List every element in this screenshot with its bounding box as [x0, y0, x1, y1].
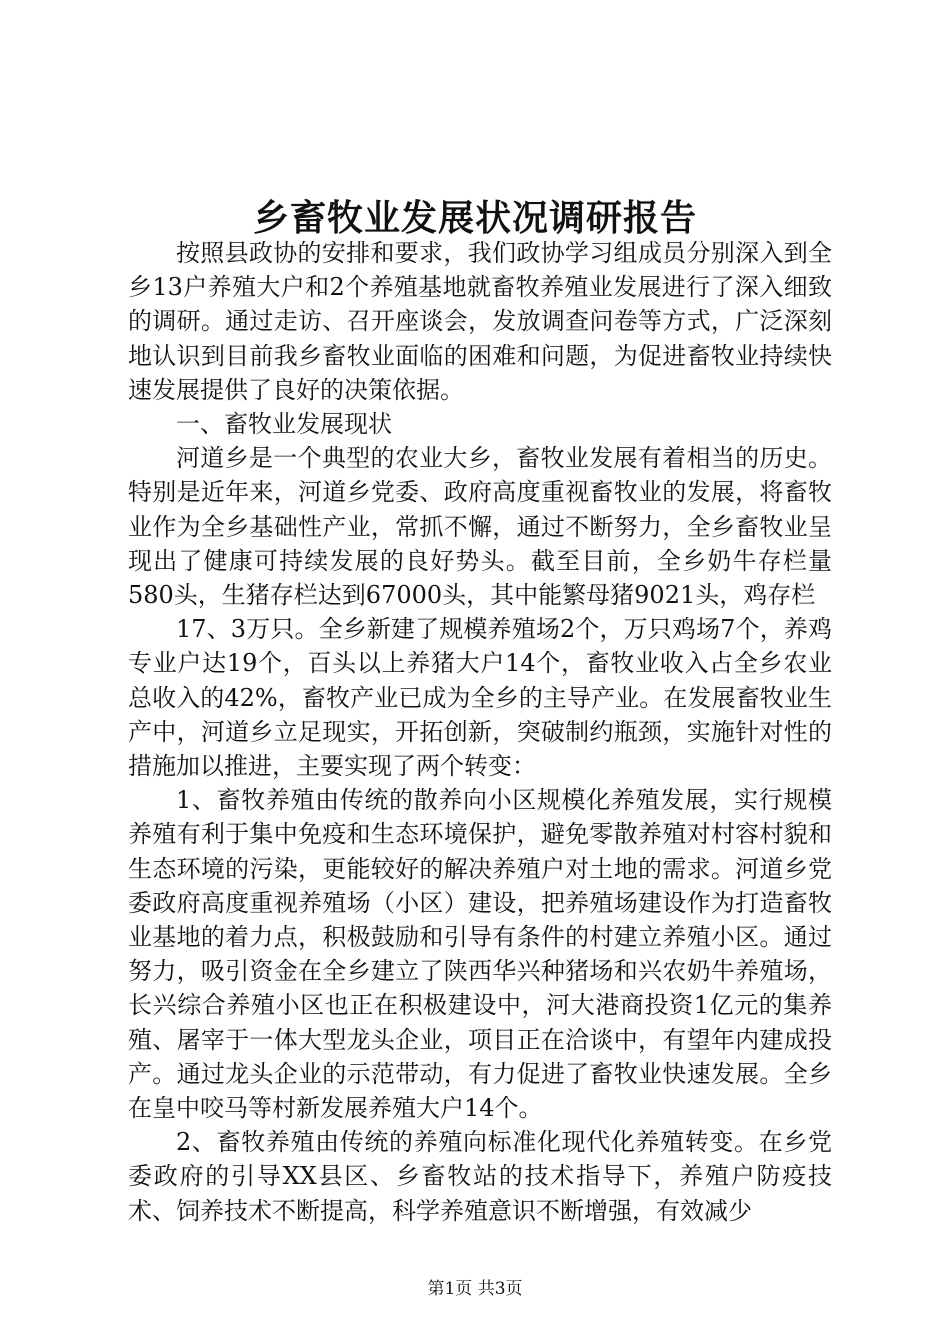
- paragraph-transformation-1: 1、畜牧养殖由传统的散养向小区规模化养殖发展，实行规模养殖有利于集中免疫和生态环境保护，避免零散养殖对村容村貌和生态环境的污染，更能较好的解决养殖户对土地的需求。河道乡党委政府高度重视养殖场（小区）建设，把养殖场建设作为打造畜牧业基地的着力点，积极鼓励和引导有条件的村建立养殖小区。通过努力，吸引资金在全乡建立了陕西华兴种猪场和兴农奶牛养殖场，长兴综合养殖小区也正在积极建设中，河大港商投资1亿元的集养殖、屠宰于一体大型龙头企业，项目正在洽谈中，有望年内建成投产。通过龙头企业的示范带动，有力促进了畜牧业快速发展。全乡在皇中咬马等村新发展养殖大户14个。: [128, 786, 832, 1123]
- paragraph-overview: 河道乡是一个典型的农业大乡，畜牧业发展有着相当的历史。特别是近年来，河道乡党委、政府高度重视畜牧业的发展，将畜牧业作为全乡基础性产业，常抓不懈，通过不断努力，全乡畜牧业呈现出了健康可持续发展的良好势头。截至目前，全乡奶牛存栏量580头，生猪存栏达到67000头，其中能繁母猪9021头，鸡存栏: [128, 444, 832, 610]
- paragraph-statistics: 17、3万只。全乡新建了规模养殖场2个，万只鸡场7个，养鸡专业户达19个，百头以上养猪大户14个，畜牧业收入占全乡农业总收入的42%，畜牧产业已成为全乡的主导产业。在发展畜牧业生产中，河道乡立足现实，开拓创新，突破制约瓶颈，实施针对性的措施加以推进，主要实现了两个转变：: [128, 615, 832, 781]
- paragraph-transformation-2: 2、畜牧养殖由传统的养殖向标准化现代化养殖转变。在乡党委政府的引导XX县区、乡畜牧站的技术指导下，养殖户防疫技术、饲养技术不断提高，科学养殖意识不断增强，有效减少: [128, 1128, 832, 1225]
- section-heading: 一、畜牧业发展现状: [176, 410, 392, 439]
- page-footer: 第1页 共3页: [427, 1279, 523, 1299]
- document-body: [128, 236, 832, 1228]
- paragraph-intro: 按照县政协的安排和要求，我们政协学习组成员分别深入到全乡13户养殖大户和2个养殖基地就畜牧养殖业发展进行了深入细致的调研。通过走访、召开座谈会，发放调查问卷等方式，广泛深刻地认识到目前我乡畜牧业面临的困难和问题，为促进畜牧业持续快速发展提供了良好的决策依据。: [128, 239, 832, 404]
- document-title: 乡畜牧业发展状况调研报告: [252, 197, 697, 239]
